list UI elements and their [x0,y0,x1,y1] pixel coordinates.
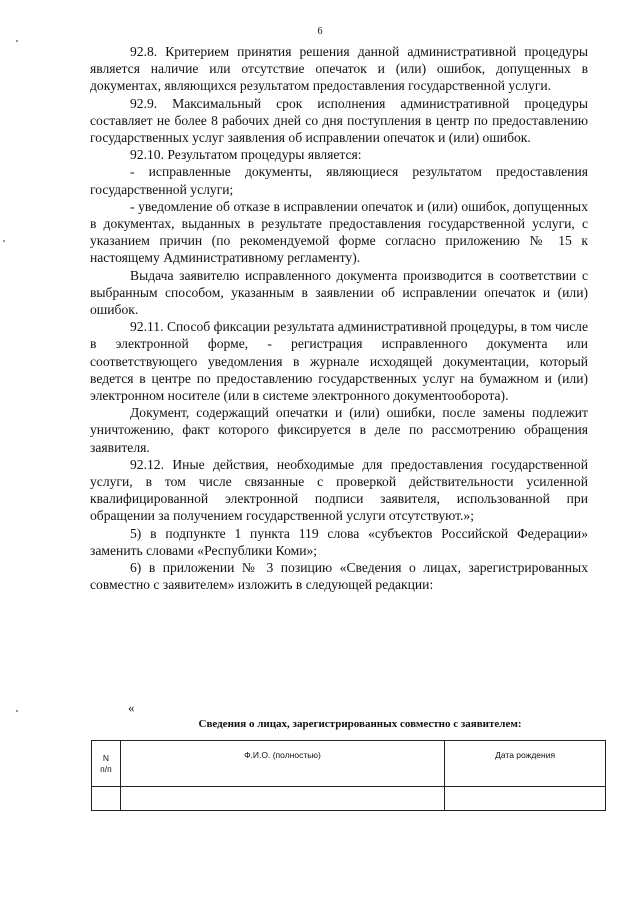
table-title: Сведения о лицах, зарегистрированных совместно с заявителем: [198,718,522,730]
header-number-abbr: п/п [100,763,112,774]
margin-dot [16,710,18,712]
page-number: 6 [317,26,323,37]
header-birth-date: Дата рождения [445,741,606,787]
paragraph-amendment-5: 5) в подпункте 1 пункта 119 слова «субъектов Российской Федерации» заменить словами «Республики Коми»; [90,525,588,558]
header-full-name: Ф.И.О. (полностью) [120,741,444,787]
document-body [90,43,588,594]
cell-full-name [120,787,444,811]
paragraph-92-11: 92.11. Способ фиксации результата административной процедуры, в том числе в электронной форме, - регистрация исправленного документа или соответствующего уведомления в журнале исходящей документации, который ведется в центре по предоставлению государственных услуг на бумажном и (или) электронном носителе (или в системе электронного документооборота). [90,319,588,404]
cell-number [92,787,121,811]
table-row [92,787,606,811]
margin-dot [3,240,5,242]
header-number [92,741,121,787]
registered-persons-table [91,740,606,811]
list-item-corrected-documents: - исправленные документы, являющиеся результатом предоставления государственной услуги; [90,164,588,197]
paragraph-issuance: Выдача заявителю исправленного документа производится в соответствии с выбранным способом, указанным в заявлении об исправлении опечаток и (или) ошибок. [90,267,588,318]
cell-birth-date [445,787,606,811]
table-header-row [92,741,606,787]
paragraph-92-9: 92.9. Максимальный срок исполнения административной процедуры составляет не более 8 рабочих дней со дня поступления в центр по предоставлению государственных услуг заявления об исправлении опечаток и (или) ошибок. [90,95,588,146]
opening-quote: « [128,700,135,715]
header-number-symbol: N [102,752,109,763]
margin-dot [16,40,18,42]
paragraph-92-10: 92.10. Результатом процедуры является: [130,147,362,163]
list-item-refusal-notice: - уведомление об отказе в исправлении опечаток и (или) ошибок, допущенных в документах, выданных в результате предоставления государственной услуги, с указанием причин (по рекомендуемой форме согласно приложению № 15 к настоящему Административному регламенту). [90,198,588,266]
paragraph-amendment-6: 6) в приложении № 3 позицию «Сведения о лицах, зарегистрированных совместно с заявителем» изложить в следующей редакции: [90,560,588,593]
paragraph-92-8: 92.8. Критерием принятия решения данной административной процедуры является наличие или отсутствие опечаток и (или) ошибок, допущенных в документах, являющихся результатом предоставления государственной услуги. [90,44,588,94]
paragraph-92-12: 92.12. Иные действия, необходимые для предоставления государственной услуги, в том числе связанные с проверкой действительности усиленной квалифицированной электронной подписи заявителя, использованной при обращении за получением государственной услуги отсутствуют.»; [90,456,588,524]
paragraph-document-destruction: Документ, содержащий опечатки и (или) ошибки, после замены подлежит уничтожению, факт которого фиксируется в деле по рассмотрению обращения заявителя. [90,405,588,455]
